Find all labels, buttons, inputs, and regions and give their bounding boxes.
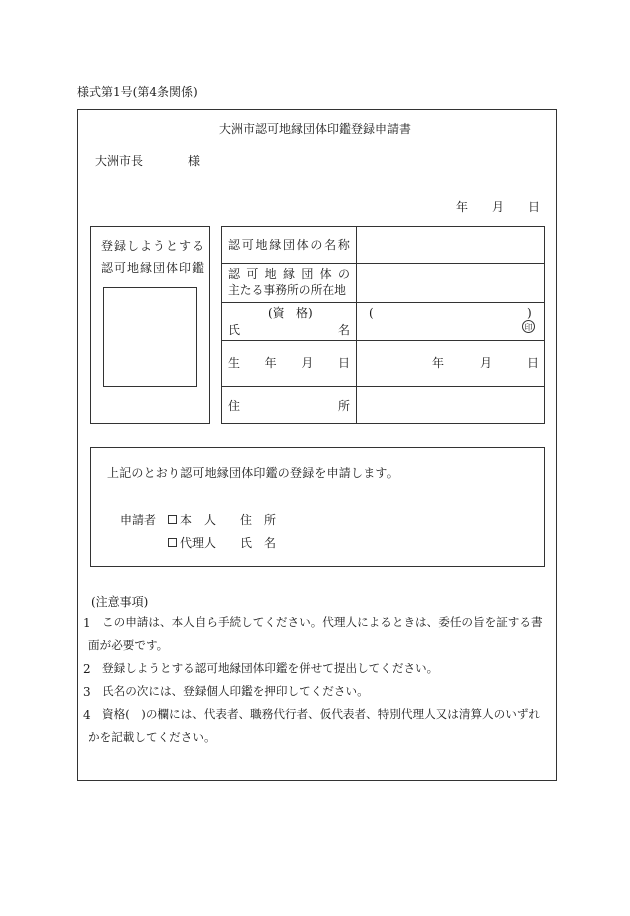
qualification-label-close: 格) [296,306,313,320]
form-number-label: 様式第1号(第4条関係) [77,85,198,99]
birth-month-unit: 月 [480,356,493,370]
seal-box-caption-line1: 登録しようとする [101,239,206,253]
qualification-paren-close: ) [527,306,532,320]
association-name-label: 認 可 地 縁 団 体 の 名 称 [228,238,350,252]
address-label: 住 所 [228,399,350,413]
seal-impression-area[interactable] [103,287,197,387]
option-self-label: 本 人 [180,513,217,527]
address-field[interactable] [358,388,543,423]
seal-mark-icon: 印 [522,320,535,333]
form-outer-frame [77,109,557,781]
notes-heading: (注意事項) [91,595,149,609]
application-statement: 上記のとおり認可地縁団体印鑑の登録を申請します。 [107,466,399,480]
birth-date-field[interactable] [358,342,523,384]
note-number: 4 [83,708,91,722]
table-column-divider [356,226,357,424]
applicant-name-label: 氏 名 [240,536,277,550]
birth-day-unit: 日 [527,356,540,370]
note-number: 3 [83,685,91,699]
office-label-line1: 認 可 地 縁 団 体 の [228,267,350,281]
table-row-divider [221,340,545,341]
date-month: 月 [492,200,505,214]
association-name-field[interactable] [358,228,543,262]
note-text: この申請は、本人自ら手続してください。代理人によるときは、委任の旨を証する書 [102,615,543,629]
form-title: 大洲市認可地縁団体印鑑登録申請書 [218,122,411,136]
applicant-label: 申請者 [120,513,157,527]
qualification-paren-open: ( [369,306,374,320]
addressee-name: 大洲市長 [95,154,144,168]
note-number: 1 [83,616,91,630]
birth-year-unit: 年 [432,356,445,370]
date-year: 年 [456,200,469,214]
birth-date-label: 生 年 月 日 [228,356,350,370]
note-text-continued: 面が必要です。 [88,638,169,652]
note-text: 登録しようとする認可地縁団体印鑑を併せて提出してください。 [102,661,439,675]
application-box [90,447,545,567]
office-address-field[interactable] [358,265,543,301]
person-name-label: 氏 名 [228,323,350,337]
qualification-label-open: (資 [268,306,285,320]
note-text-continued: かを記載してください。 [88,730,216,744]
person-name-field[interactable] [358,321,518,338]
office-label-line2: 主たる事務所の所在地 [228,283,346,297]
option-agent-label: 代理人 [180,536,217,550]
addressee-honorific: 様 [188,154,201,168]
seal-box-caption-line2: 認可地縁団体印鑑 [101,261,206,275]
date-day: 日 [528,200,541,214]
table-row-divider [221,263,545,264]
note-text: 資格( )の欄には、代表者、職務代行者、仮代表者、特別代理人又は清算人のいずれ [102,707,541,721]
self-checkbox[interactable] [168,515,177,524]
qualification-field[interactable] [376,304,524,320]
table-row-divider [221,302,545,303]
note-text: 氏名の次には、登録個人印鑑を押印してください。 [102,684,369,698]
table-row-divider [221,386,545,387]
applicant-address-label: 住 所 [240,513,277,527]
agent-checkbox[interactable] [168,538,177,547]
note-number: 2 [83,662,91,676]
